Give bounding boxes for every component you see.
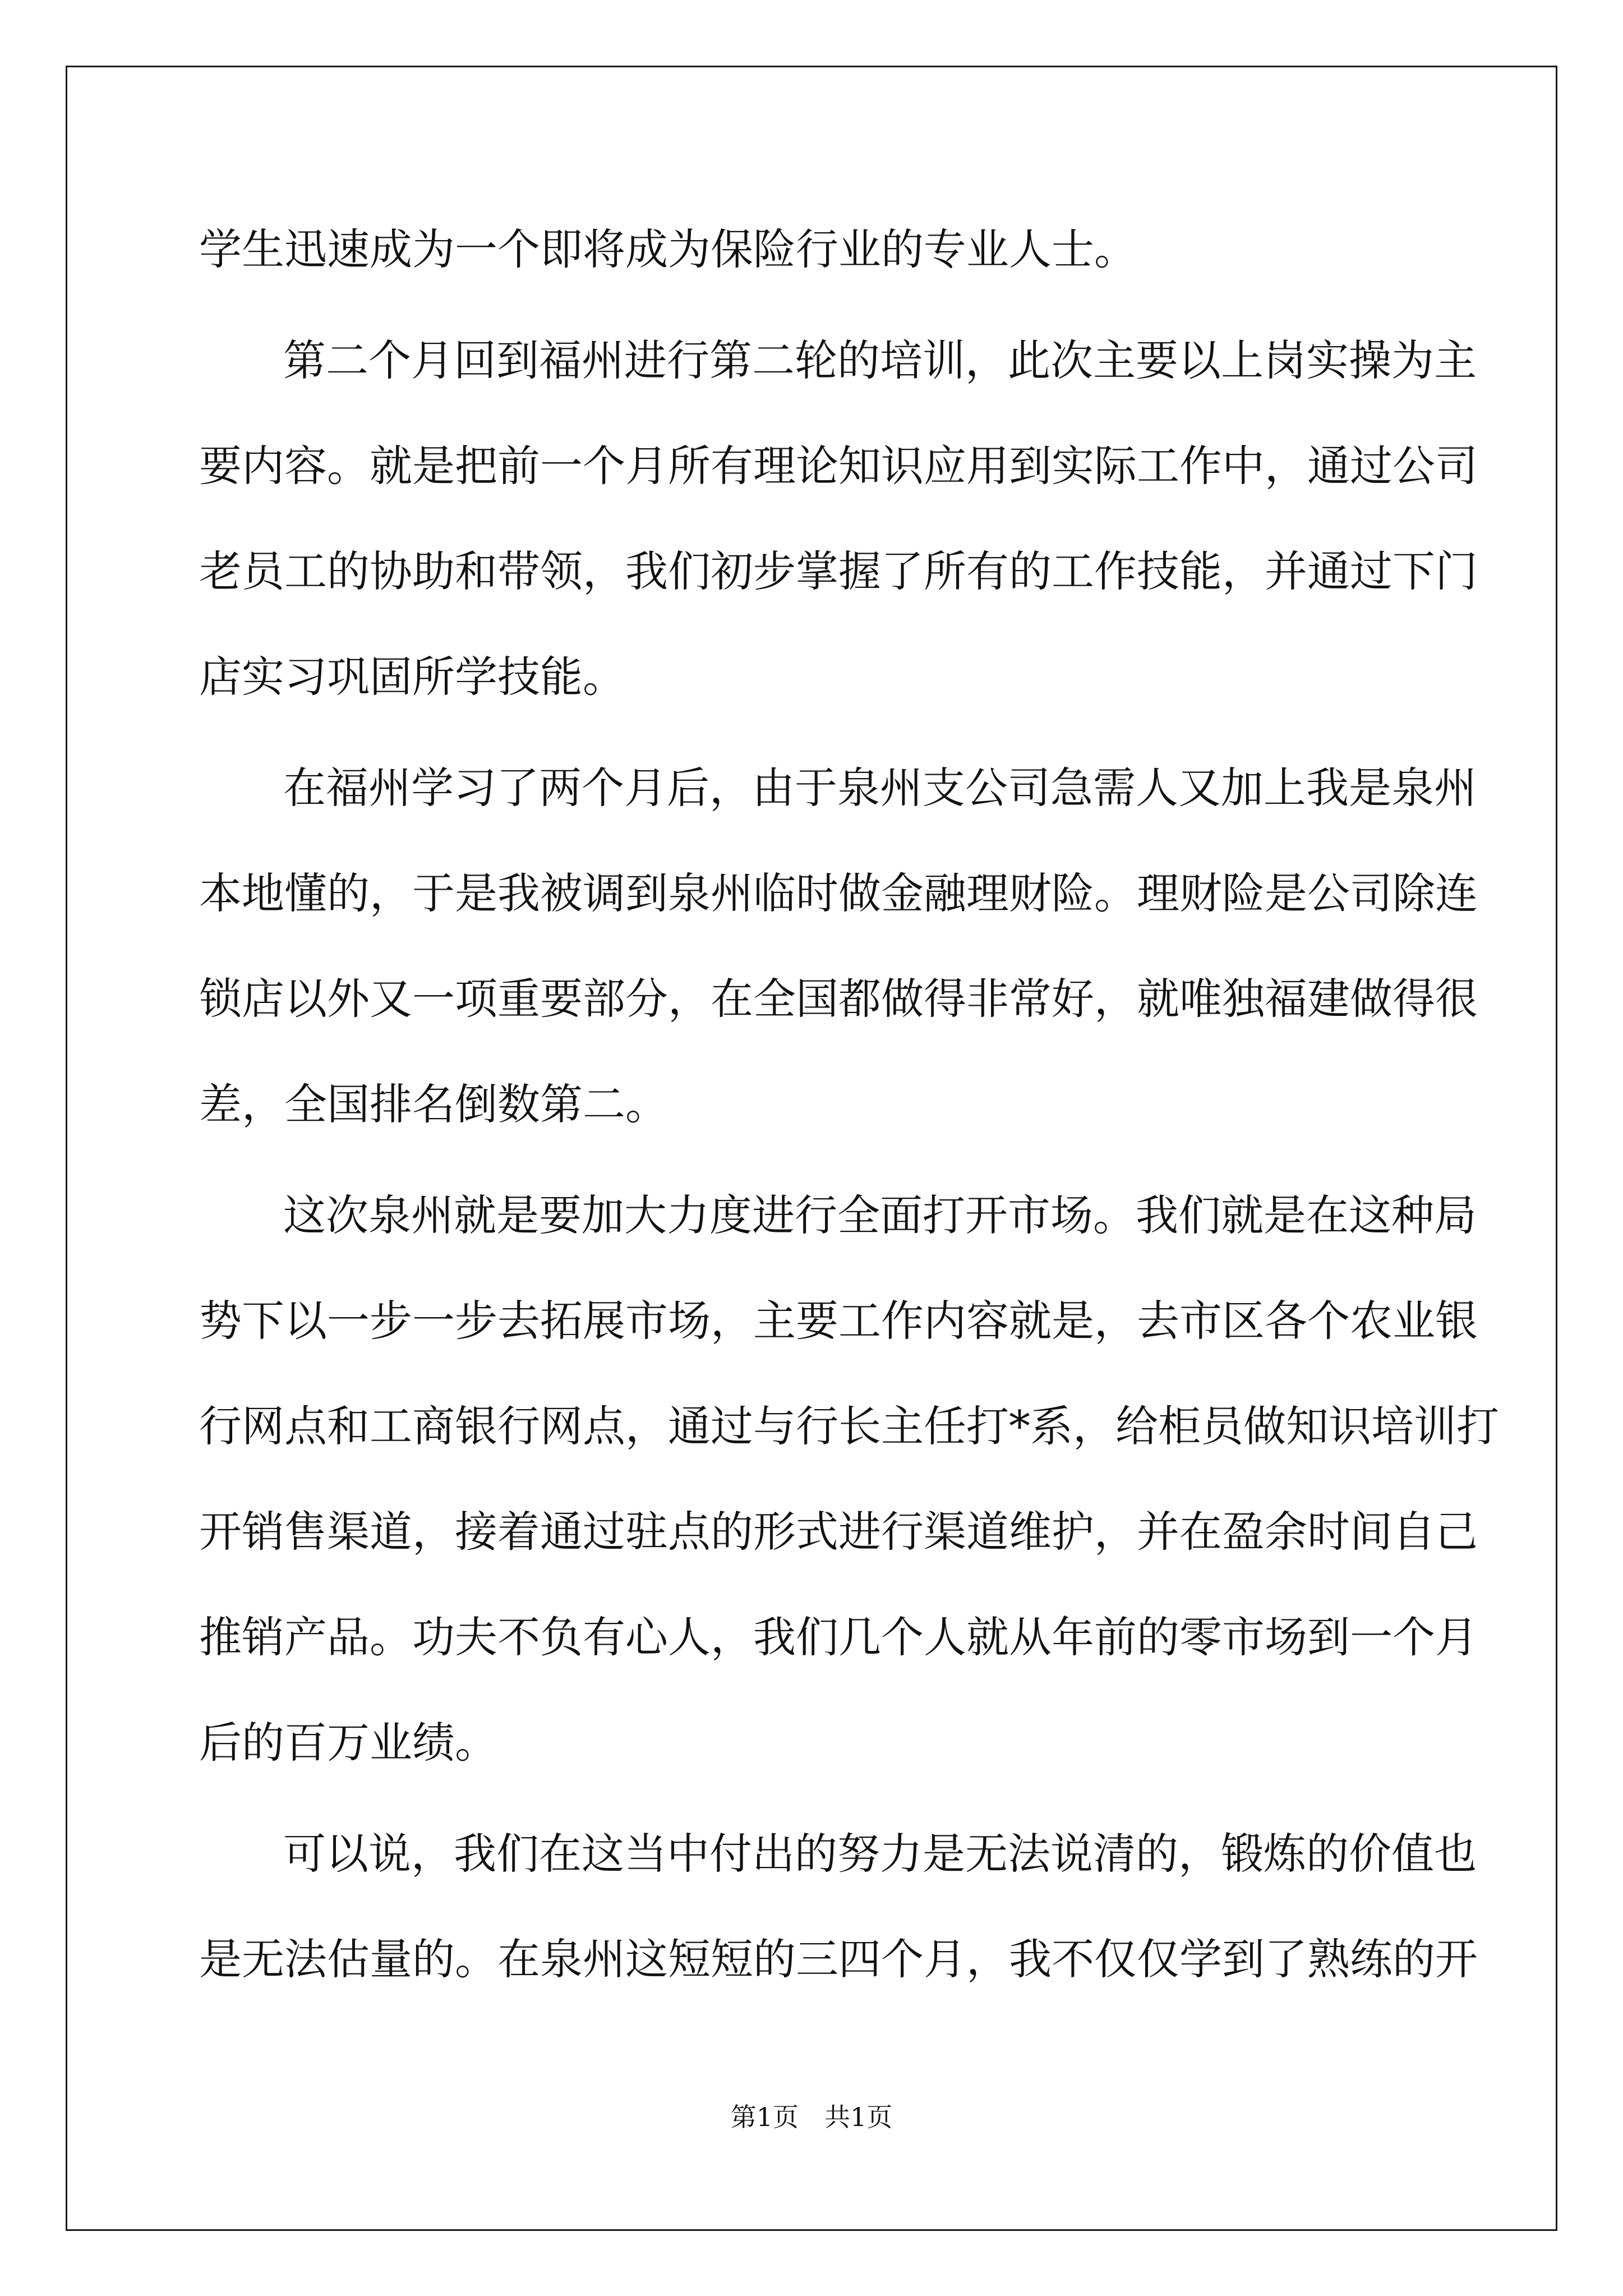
text-line: 锁店以外又一项重要部分，在全国都做得非常好，就唯独福建做得很 [199, 974, 1478, 1024]
text-line: 势下以一步一步去拓展市场，主要工作内容就是，去市区各个农业银 [199, 1296, 1478, 1346]
text-line: 店实习巩固所学技能。 [199, 652, 625, 702]
page-border [66, 66, 1557, 2231]
paragraph-first-line: 第二个月回到福州进行第二轮的培训，此次主要以上岗实操为主 [283, 335, 1477, 385]
paragraph-first-line: 可以说，我们在这当中付出的努力是无法说清的，锻炼的价值也 [283, 1829, 1477, 1879]
page-number-footer: 第1页 共1页 [730, 2102, 893, 2132]
text-line: 开销售渠道，接着通过驻点的形式进行渠道维护，并在盈余时间自己 [199, 1507, 1478, 1557]
text-line: 行网点和工商银行网点，通过与行长主任打*系，给柜员做知识培训打 [199, 1401, 1499, 1451]
text-line: 要内容。就是把前一个月所有理论知识应用到实际工作中，通过公司 [199, 441, 1478, 491]
paragraph-first-line: 这次泉州就是要加大力度进行全面打开市场。我们就是在这种局 [283, 1190, 1477, 1240]
text-line: 本地懂的，于是我被调到泉州临时做金融理财险。理财险是公司除连 [199, 868, 1478, 918]
paragraph-first-line: 在福州学习了两个月后，由于泉州支公司急需人又加上我是泉州 [283, 763, 1477, 813]
text-line: 后的百万业绩。 [199, 1718, 497, 1768]
text-line: 学生迅速成为一个即将成为保险行业的专业人士。 [199, 224, 1137, 274]
text-line: 是无法估量的。在泉州这短短的三四个月，我不仅仅学到了熟练的开 [199, 1934, 1478, 1984]
text-line: 差，全国排名倒数第二。 [199, 1079, 668, 1129]
text-line: 老员工的协助和带领，我们初步掌握了所有的工作技能，并通过下门 [199, 546, 1478, 596]
text-line: 推销产品。功夫不负有心人，我们几个人就从年前的零市场到一个月 [199, 1612, 1478, 1662]
